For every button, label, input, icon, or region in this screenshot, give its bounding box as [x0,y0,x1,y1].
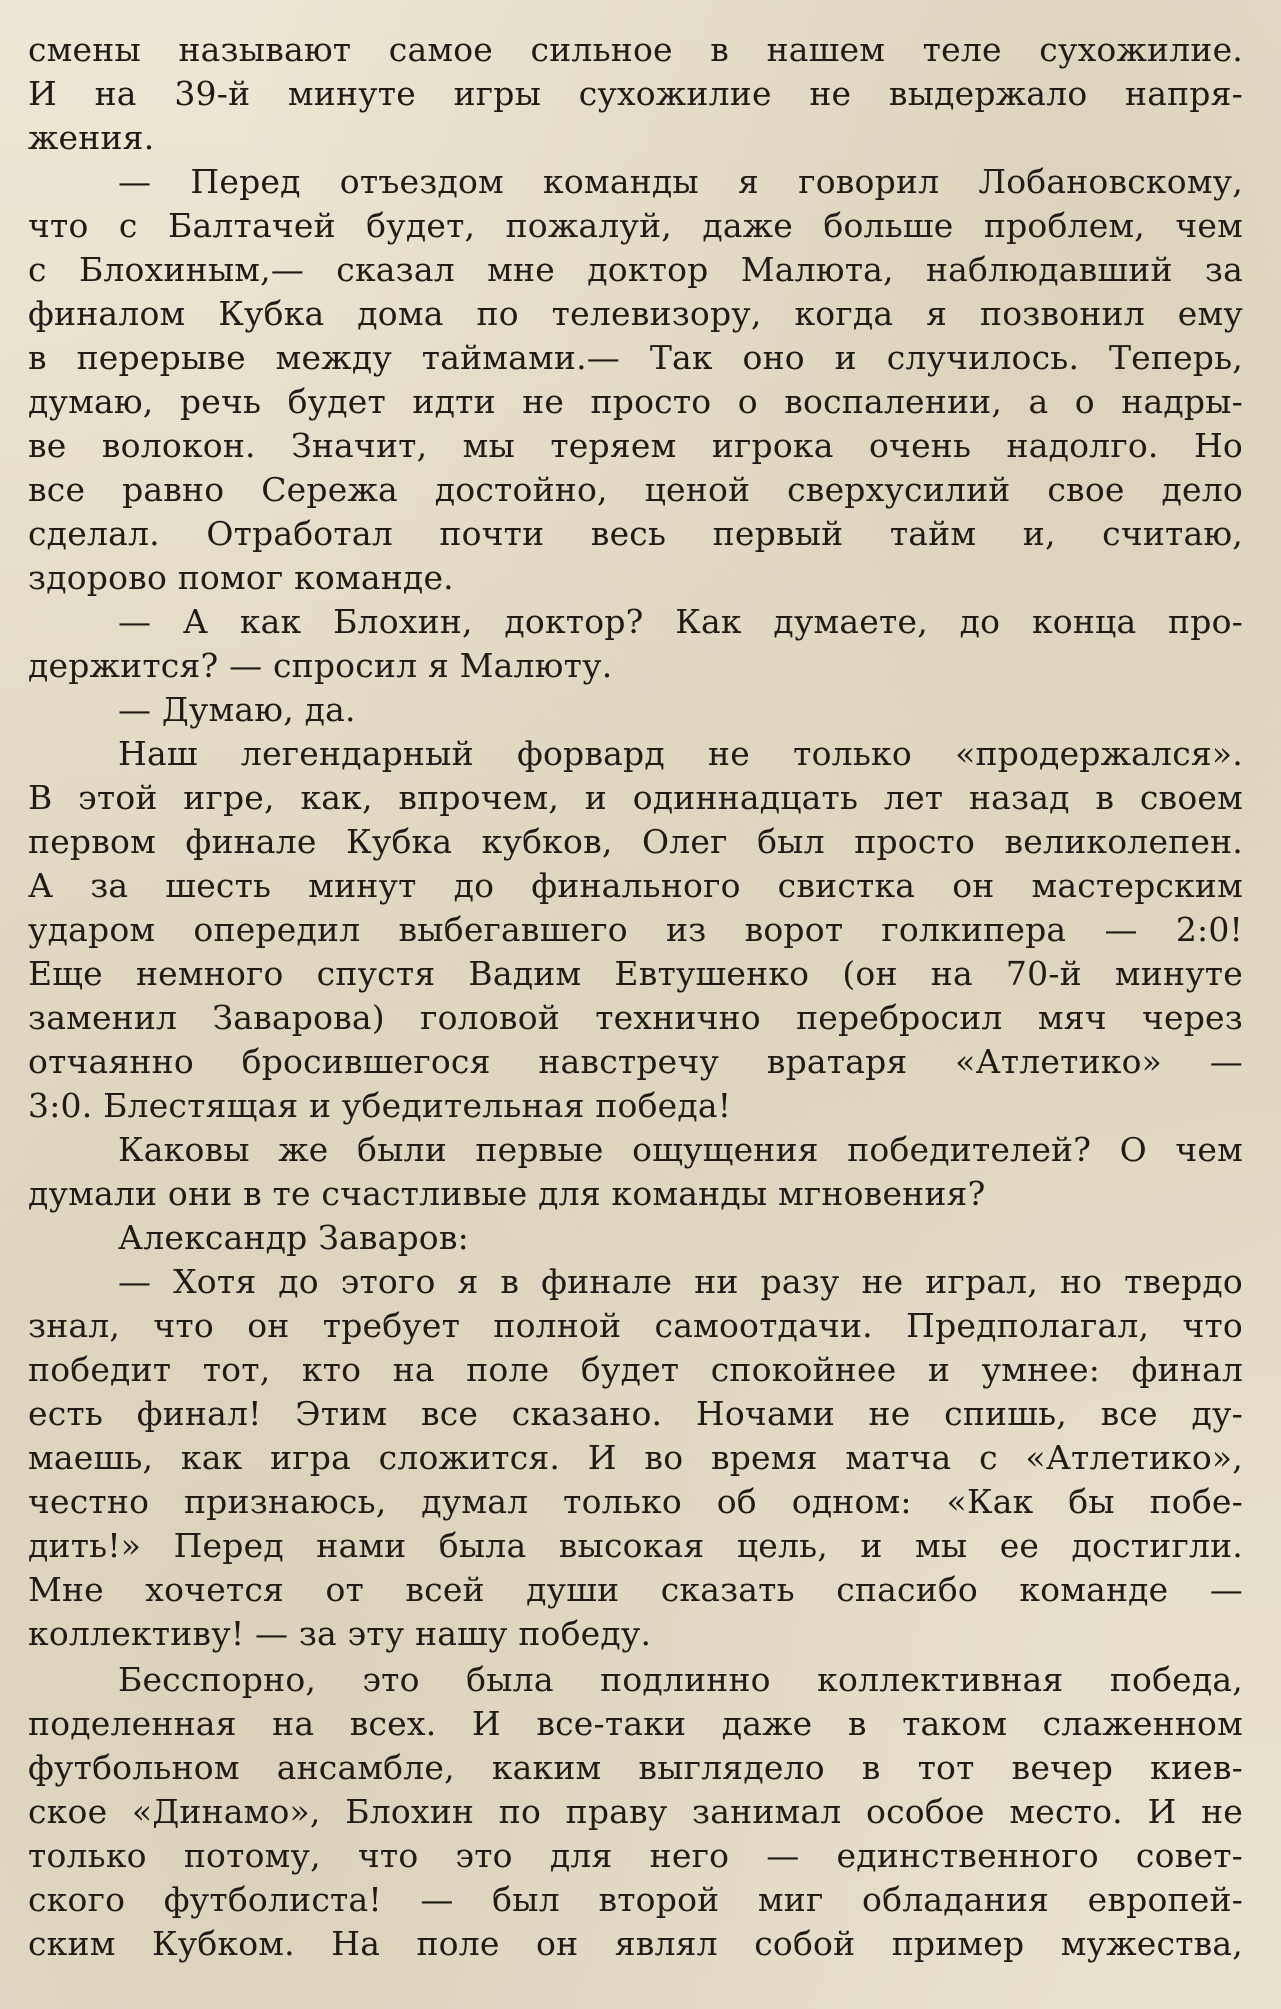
text-line: ского футболиста! — был второй миг обладания европей- [28,1880,1243,1919]
text-line: ве волокон. Значит, мы теряем игрока очень надолго. Но [28,426,1243,465]
text-line: отчаянно бросившегося навстречу вратаря «Атлетико» — [28,1042,1243,1081]
text-line: честно признаюсь, думал только об одном: «Как бы побе- [28,1482,1243,1521]
text-line: — Думаю, да. [118,690,356,729]
text-line: с Блохиным,— сказал мне доктор Малюта, наблюдавший за [28,250,1243,289]
text-line: футбольном ансамбле, каким выглядело в тот вечер киев- [28,1748,1243,1787]
text-line: поделенная на всех. И все-таки даже в таком слаженном [28,1704,1243,1743]
text-line: что с Балтачей будет, пожалуй, даже больше проблем, чем [28,206,1243,245]
text-line: заменил Заварова) головой технично перебросил мяч через [28,998,1243,1037]
text-line: смены называют самое сильное в нашем теле сухожилие. [28,30,1243,69]
text-line: Александр Заваров: [118,1218,469,1257]
text-line: Еще немного спустя Вадим Евтушенко (он на 70-й минуте [28,954,1243,993]
text-line: все равно Сережа достойно, ценой сверхусилий свое дело [28,470,1243,509]
text-line: держится? — спросил я Малюту. [28,646,613,685]
text-line: ским Кубком. На поле он являл собой пример мужества, [28,1924,1243,1963]
text-line: финалом Кубка дома по телевизору, когда я позвонил ему [28,294,1243,333]
text-line: Каковы же были первые ощущения победителей? О чем [118,1130,1243,1169]
text-line: победит тот, кто на поле будет спокойнее и умнее: финал [28,1350,1243,1389]
text-line: в перерыве между таймами.— Так оно и случилось. Теперь, [28,338,1243,377]
text-line: есть финал! Этим все сказано. Ночами не спишь, все ду- [28,1394,1243,1433]
text-line: ское «Динамо», Блохин по праву занимал особое место. И не [28,1792,1243,1831]
text-line: жения. [28,118,155,157]
text-line: коллективу! — за эту нашу победу. [28,1614,652,1653]
text-line: Наш легендарный форвард не только «продержался». [118,734,1243,773]
text-line: знал, что он требует полной самоотдачи. Предполагал, что [28,1306,1243,1345]
text-line: Мне хочется от всей души сказать спасибо команде — [28,1570,1243,1609]
text-line: 3:0. Блестящая и убедительная победа! [28,1086,732,1125]
text-line: первом финале Кубка кубков, Олег был просто великолепен. [28,822,1243,861]
text-line: ударом опередил выбегавшего из ворот голкипера — 2:0! [28,910,1243,949]
text-line: В этой игре, как, впрочем, и одиннадцать лет назад в своем [28,778,1243,817]
text-line: Бесспорно, это была подлинно коллективная победа, [118,1660,1243,1699]
text-line: только потому, что это для него — единственного совет- [28,1836,1243,1875]
text-line: дить!» Перед нами была высокая цель, и мы ее достигли. [28,1526,1243,1565]
text-line: — А как Блохин, доктор? Как думаете, до конца про- [118,602,1243,641]
text-line: думали они в те счастливые для команды мгновения? [28,1174,986,1213]
text-line: — Хотя до этого я в финале ни разу не играл, но твердо [118,1262,1243,1301]
text-line: здорово помог команде. [28,558,454,597]
text-line: И на 39-й минуте игры сухожилие не выдержало напря- [28,74,1243,113]
text-line: сделал. Отработал почти весь первый тайм и, считаю, [28,514,1243,553]
text-line: думаю, речь будет идти не просто о воспалении, а о надры- [28,382,1243,421]
text-line: — Перед отъездом команды я говорил Лобановскому, [118,162,1243,201]
text-line: маешь, как игра сложится. И во время матча с «Атлетико», [28,1438,1243,1477]
text-line: А за шесть минут до финального свистка он мастерским [28,866,1243,905]
